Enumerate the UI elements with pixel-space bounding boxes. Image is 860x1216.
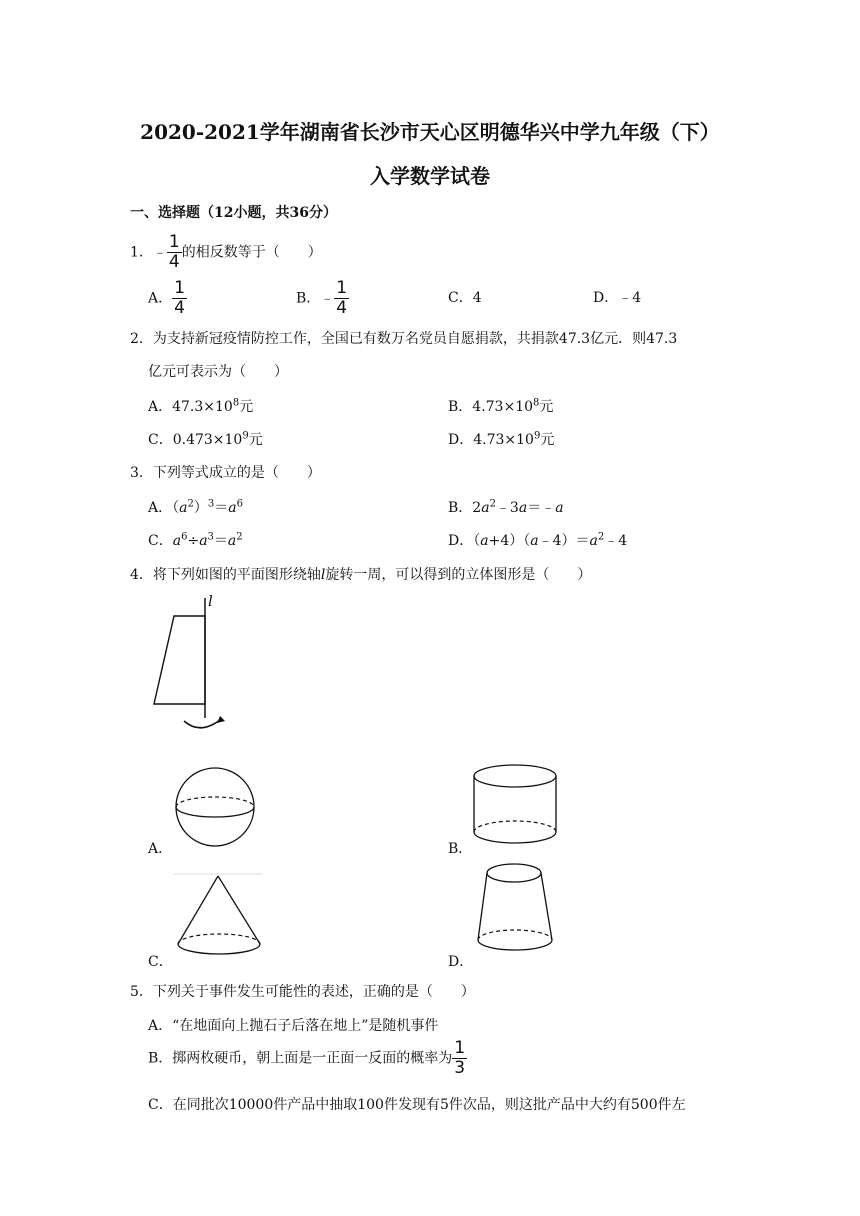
- q2-option-d-exponent: 9: [533, 430, 541, 442]
- q1-fraction: [167, 234, 182, 271]
- q5-option-a: A．“在地面向上抛石子后落在地上”是随机事件: [148, 1018, 439, 1034]
- q1-option-b: [296, 280, 349, 317]
- q2-option-d: [448, 429, 554, 449]
- q3c-var: a: [199, 533, 208, 549]
- q1-option-b-numerator: 1: [336, 278, 348, 298]
- q1-negative-sign: ﹣: [152, 244, 167, 261]
- q2-option-d-unit: 元: [540, 432, 555, 448]
- q3a-var: a: [179, 500, 188, 516]
- q5-option-c: C．在同批次10000件产品中抽取100件发现有5件次品，则这批产品中大约有500件左: [148, 1097, 686, 1113]
- q3c-part: C．: [148, 533, 173, 549]
- cone-figure: [170, 870, 270, 962]
- q3-option-d: [448, 530, 627, 550]
- q2-option-a-exponent: 8: [232, 397, 240, 409]
- q3b-part: ﹣3: [495, 500, 519, 516]
- q1-number: 1．: [130, 244, 153, 261]
- question-5-stem: 5．下列关于事件发生可能性的表述，正确的是（ ）: [130, 984, 475, 1000]
- q4-stem-post: 旋转一周，可以得到的立体图形是（ ）: [325, 567, 592, 583]
- q3d-part: D．（: [448, 533, 481, 549]
- q1-option-a-denominator: 4: [174, 298, 185, 318]
- q2-option-c: [148, 429, 263, 449]
- q1-option-b-denominator: 4: [336, 298, 348, 318]
- q3-option-c: [148, 530, 243, 550]
- q4-option-c-label: C．: [148, 954, 173, 970]
- q1-option-d: D．﹣4: [593, 290, 642, 306]
- question-3-stem: 3．下列等式成立的是（ ）: [130, 465, 321, 481]
- q2-option-b-base: B．4.73×10: [448, 399, 534, 415]
- q5-option-b-denominator: 3: [454, 1058, 466, 1078]
- q3c-part: ＝: [213, 533, 228, 549]
- q3a-exp: 2: [187, 498, 194, 510]
- q2-option-b-unit: 元: [539, 399, 554, 415]
- cylinder-figure: [470, 760, 570, 852]
- q3c-var: a: [172, 533, 182, 549]
- q1-option-a-fraction: [172, 280, 187, 317]
- question-1-stem: [130, 234, 322, 271]
- q5-option-b-numerator: 1: [454, 1038, 466, 1058]
- q2-option-c-exponent: 9: [242, 430, 249, 442]
- q2-option-a-unit: 元: [239, 399, 254, 415]
- q2-option-c-unit: 元: [248, 432, 263, 448]
- q3a-exp: 3: [207, 498, 215, 510]
- q1-fraction-numerator: 1: [168, 232, 180, 252]
- q3c-exp: 3: [207, 531, 214, 543]
- q2-option-b-exponent: 8: [533, 397, 540, 409]
- frustum-figure: [470, 858, 560, 962]
- q4-axis-variable: l: [320, 567, 326, 583]
- q2-option-c-base: C．0.473×10: [148, 432, 243, 448]
- q2-option-d-base: D．4.73×10: [448, 432, 534, 448]
- question-2-stem-line2: 亿元可表示为（ ）: [148, 364, 288, 380]
- q1-option-b-negative: ﹣: [320, 290, 335, 307]
- q5-option-b: [148, 1040, 467, 1077]
- figure-axis-label: l: [208, 592, 213, 610]
- q3c-exp: 2: [236, 531, 243, 543]
- q3b-var: a: [481, 500, 490, 516]
- q3a-part: ）: [193, 500, 208, 516]
- q1-text: 的相反数等于（ ）: [181, 244, 322, 261]
- q3a-part: A．（: [148, 500, 180, 516]
- q3-option-b: [448, 497, 564, 517]
- q4-option-d-label: D．: [448, 954, 474, 970]
- q2-option-b: [448, 396, 553, 416]
- q3c-part: ÷: [187, 533, 200, 549]
- q3b-var: a: [518, 500, 528, 516]
- q3a-var: a: [228, 500, 237, 516]
- q5-option-b-text: B．掷两枚硬币，朝上面是一正面一反面的概率为: [148, 1050, 453, 1067]
- rotation-arrow: [184, 720, 220, 728]
- q4-option-a-label: A．: [148, 841, 173, 857]
- q1-option-c: C．4: [448, 290, 482, 306]
- q3b-exp: 2: [489, 498, 496, 510]
- section-heading-choice: 一、选择题（12小题，共36分）: [130, 205, 337, 221]
- q3d-var: a: [480, 533, 489, 549]
- q2-option-a-base: A．47.3×10: [148, 399, 233, 415]
- sphere-figure: [170, 760, 260, 860]
- question-2-stem-line1: 2．为支持新冠疫情防控工作，全国已有数万名党员自愿捐款，共捐款47.3亿元．则47.3: [130, 331, 678, 347]
- q3b-part: B．2: [448, 500, 482, 516]
- rotation-arrowhead: [217, 716, 225, 723]
- q3d-part: ﹣4: [604, 533, 628, 549]
- q1-option-a-label: A．: [148, 290, 173, 307]
- exam-title-line1: 2020-2021学年湖南省长沙市天心区明德华兴中学九年级（下）: [140, 120, 720, 144]
- q3b-var: a: [555, 500, 564, 516]
- q5-option-b-fraction: [452, 1040, 467, 1077]
- q3d-exp: 2: [597, 531, 605, 543]
- question-4-stem: [130, 564, 591, 584]
- q3d-var: a: [530, 533, 539, 549]
- q4-stem-pre: 4．将下列如图的平面图形绕轴: [130, 567, 321, 583]
- q1-fraction-denominator: 4: [168, 252, 180, 272]
- q2-option-a: [148, 396, 253, 416]
- q4-trapezoid-figure: [140, 590, 250, 740]
- q3d-part: ﹣4）＝: [538, 533, 590, 549]
- q3d-var: a: [589, 533, 598, 549]
- q3a-exp: 6: [236, 498, 243, 510]
- q4-option-b-label: B．: [448, 841, 473, 857]
- q3d-part: +4）（: [488, 533, 531, 549]
- q3c-var: a: [227, 533, 237, 549]
- exam-title-line2: 入学数学试卷: [370, 164, 490, 188]
- q3c-exp: 6: [181, 531, 188, 543]
- trapezoid-shape: [154, 616, 205, 704]
- q1-option-b-fraction: [334, 280, 349, 317]
- q1-option-a-numerator: 1: [174, 278, 185, 298]
- q1-option-a: [148, 280, 187, 317]
- q3b-part: ＝﹣: [527, 500, 556, 516]
- q3-option-a: [148, 497, 243, 517]
- q1-option-b-label: B．: [296, 290, 321, 307]
- q3a-part: ＝: [214, 500, 229, 516]
